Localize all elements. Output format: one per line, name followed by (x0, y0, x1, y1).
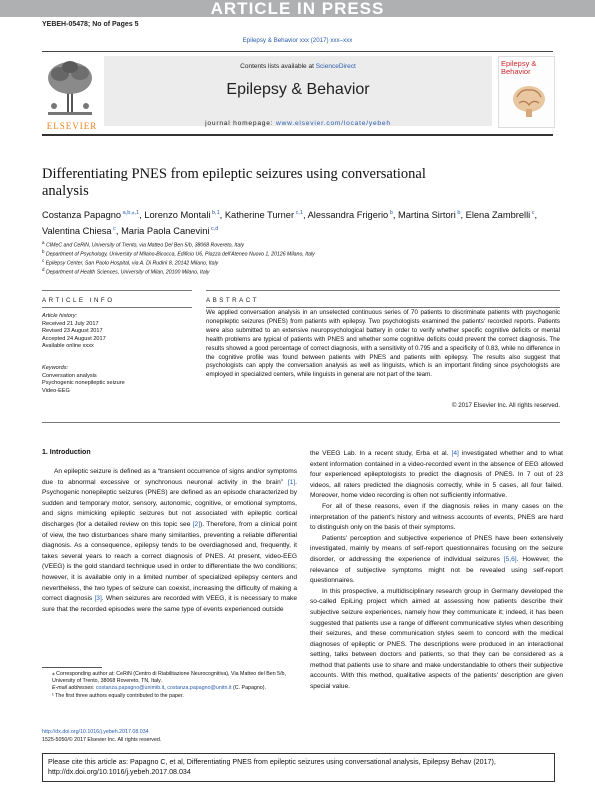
email-label: E-mail addresses: (52, 685, 95, 692)
citation-link[interactable]: [5,6] (503, 555, 517, 563)
history-accepted: Accepted 24 August 2017 (42, 335, 106, 342)
author-affiliation-marker[interactable]: b (455, 210, 461, 216)
author-name[interactable]: Elena Zambrelli (465, 210, 531, 221)
article-in-press-banner: ARTICLE IN PRESS (0, 0, 595, 17)
paragraph-text: ). Therefore, from a clinical point of view, the two disturbances share many similarities, preventing a reliable differential diagnosis. As a consequence, epilepsy tends to be overdiagnosed and, frequently, it takes several years to reach a correct diagnosis of PNES. At present, video-EEG (VEEG) is the gold standard technique used in order to differentiate the two conditions; however, it is available only in a limited number of specialized epilepsy centers and nevertheless, the two types of seizure can coexist, increasing the difficulty of making a correct diagnosis (42, 520, 297, 603)
intro-paragraph-3 (310, 534, 563, 587)
keyword-item: Psychogenic nonepileptic seizure (42, 380, 125, 387)
citation-link[interactable]: [4] (451, 450, 459, 457)
author-name[interactable]: Costanza Papagno (42, 210, 122, 221)
journal-title: Epilepsy & Behavior (226, 81, 370, 98)
citation-link[interactable]: [2] (192, 520, 201, 528)
affiliation-c: $^c$ Epilepsy Center, San Paolo Hospital, via A. Di Rudinì 8, 20142 Milano, Italy (42, 258, 219, 267)
citation-text (48, 757, 548, 777)
author-affiliation-marker[interactable]: c,d (209, 226, 219, 233)
affiliation-a: $^a$ CIMeC and CeRiN, University of Trento, via Matteo Del Ben 5/b, 38068 Rovereto, Italy (42, 240, 244, 249)
abstract-heading: ABSTRACT (206, 297, 260, 304)
author-affiliation-marker[interactable]: c (530, 210, 535, 216)
elsevier-tree-logo (42, 56, 98, 126)
sciencedirect-link[interactable]: ScienceDirect (315, 63, 356, 70)
history-revised: Revised 23 August 2017 (42, 328, 103, 335)
history-label: Article history: (42, 313, 78, 319)
author-name[interactable]: Lorenzo Montali (144, 210, 211, 221)
cover-title: Epilepsy & Behavior (501, 59, 537, 76)
paragraph-text: Patients' perception and subjective experience of PNES have been extensively investigated, mainly by means of self-report questionnaires focusing on the seizure disorder, or addressing the experience of individual seizures (310, 534, 563, 563)
affiliation-d: $^d$ Department of Health Sciences, University of Milan, 20100 Milano, Italy (42, 267, 210, 276)
header-top-rule (42, 51, 553, 52)
brain-illustration-icon (511, 81, 547, 119)
affiliation-b: $^b$ Department of Psychology, University of Milano-Bicocca, Edificio U6, Piazza dell'Ateneo Nuovo 1, 20126 Milano, Italy (42, 249, 315, 258)
intro-right-column (310, 449, 563, 693)
journal-cover-thumbnail (498, 56, 555, 128)
header-bottom-rule (42, 134, 553, 136)
keyword-item: Conversation analysis (42, 372, 97, 379)
corresponding-author-note: ⁎ Corresponding author at: CeRiN (Centro di Riabilitazione Neurocognitiva), Via Matteo del Ben 5/b, University of Trento, 38068 Rovereto, TN, Italy. (52, 671, 286, 685)
history-received: Received 21 July 2017 (42, 320, 99, 327)
author-list: Costanza Papagno $^{a,b,⁎,1}$, Lorenzo Montali $^{b,1}$, Katherine Turner $^{c,1}$, Alessandra Frigerio $^b$, Martina Sirtori $^b$, Elena Zambrelli $^c$, Valentina Chiesa $^c$, Maria Paola Canevini $^{c,d}$ (42, 210, 538, 237)
footnotes (42, 671, 297, 700)
journal-homepage-link[interactable]: www.elsevier.com/locate/yebeh (276, 120, 391, 127)
intro-paragraph-2 (310, 502, 563, 534)
issn-line: 1525-5050/© 2017 Elsevier Inc. All rights reserved. (42, 736, 162, 743)
intro-paragraph-continued (310, 449, 563, 502)
article-history (42, 313, 106, 351)
email-owner: (C. Papagno). (233, 685, 266, 692)
abstract-rule-2 (206, 307, 560, 308)
keyword-item: Video-EEG (42, 387, 70, 394)
intro-left-column (42, 467, 297, 615)
author-name[interactable]: Valentina Chiesa (42, 226, 112, 237)
citation-link[interactable]: [3] (94, 595, 102, 603)
email-link-2[interactable]: costanza.papagno@unitn.it (167, 685, 232, 692)
paragraph-text: . However, the relevance of subjective symptoms might not be revealed using self-report questionnaires. (310, 555, 563, 585)
abstract-copyright: © 2017 Elsevier Inc. All rights reserved. (451, 402, 560, 409)
keywords-label: Keywords: (42, 365, 69, 371)
front-matter-end-rule (42, 422, 560, 423)
paragraph-text: An epileptic seizure is defined as a “transient occurrence of signs and/or symptoms due to abnormal excessive or synchronous neuronal activity in the brain” (42, 468, 297, 486)
author-affiliation-marker[interactable]: c,1 (294, 210, 303, 216)
author-affiliation-marker[interactable]: c (111, 226, 116, 233)
article-info-heading: ARTICLE INFO (42, 297, 115, 304)
author-affiliation-marker[interactable]: b,1 (210, 210, 220, 216)
abstract-rule (206, 290, 560, 291)
author-affiliation-marker[interactable]: b (388, 210, 393, 216)
doi-link[interactable]: http://dx.doi.org/10.1016/j.yebeh.2017.08.034 (42, 729, 149, 735)
citation-doi-link[interactable]: http://dx.doi.org/10.1016/j.yebeh.2017.08.034 (48, 768, 191, 776)
paragraph-text: the VEEG Lab. In a recent study, Erba et al. (310, 450, 452, 457)
author-name[interactable]: Maria Paola Canevini (121, 226, 210, 237)
paragraph-text: In this prospective, a multidisciplinary research group in Germany developed the so-called EpiLing project which aimed at assessing how patients describe their subjective seizure experiences, namely how they communicate it; indeed, it has been suggested that patients use a range of different communicative styles when describing their seizures, and these communication styles seem to concord with the medical diagnoses of epileptic or PNES. The descriptions were produced in an interactional setting, talks between doctors and patients, so that they can be considered as a method that patients use to share and make understandable to others their subjective accounts. With this method, qualitative aspects of the patients' description are given special value. (310, 587, 563, 691)
email-link-1[interactable]: costanza.papagno@unimib.it (95, 685, 165, 692)
contents-prefix: Contents lists available at (240, 63, 314, 70)
homepage-prefix: journal homepage: (205, 120, 274, 127)
article-info-rule (42, 290, 192, 291)
author-name[interactable]: Alessandra Frigerio (307, 210, 389, 221)
keywords (42, 365, 125, 395)
journal-reference[interactable]: Epilepsy & Behavior xxx (2017) xxx–xxx (242, 37, 353, 44)
citation-link[interactable]: [1] (287, 478, 296, 486)
manuscript-id: YEBEH-05478; No of Pages 5 (42, 21, 139, 28)
article-info-rule-2 (42, 307, 192, 308)
contents-line (104, 63, 492, 70)
doi-area (42, 729, 161, 744)
author-affiliation-marker[interactable]: a,b,⁎,1 (121, 210, 140, 216)
equal-contribution-note: ¹ The first three authors equally contributed to the paper. (52, 692, 184, 699)
email-note: E-mail addresses: costanza.papagno@unimib.it, costanza.papagno@unitn.it (C. Papagno). (52, 685, 266, 692)
author-name[interactable]: Martina Sirtori (397, 210, 456, 221)
article-title: Differentiating PNES from epileptic seizures using conversational analysis (42, 166, 426, 199)
abstract-text: We applied conversation analysis in an unselected continuous series of 70 patients to discriminate patients with psychogenic nonepileptic seizures (PNES) from patients with epilepsy. Two psychologists examined the patients' recorded reports. Patients were also submitted to an extensive neuropsychological battery in order to verify whether specific cognitive deficits or mental health problems are typical of patients with PNES and whether some cognitive deficits could prevent the correct diagnosis. The results showed a good percentage of correct diagnosis, with a sensitivity of 0.795 and a specificity of 0.83, while no difference in the cognitive profile was found between patients with PNES and patients with epilepsy. The results also suggest that psychologists can apply the conversation analysis as well as linguists, which is an important finding since psychologists are employed in specialized centers, while linguists in general are not part of the team. (206, 309, 560, 379)
history-online: Available online xxxx (42, 343, 94, 350)
homepage-line (104, 120, 492, 127)
citation-sentence: Please cite this article as: Papagno C, et al, Differentiating PNES from epileptic seizures using conversational analysis, Epilepsy Behav (2017), (48, 758, 496, 766)
paragraph-text: . Psychogenic nonepileptic seizures (PNES) are defined as an episode characterized by sudden and temporary motor, sensory, autonomic, cognitive, or emotional symptoms, and signs mimicking epileptic seizures but not associated with epileptic cortical discharges (for a detailed review on this topic see (42, 478, 297, 528)
introduction-heading: 1. Introduction (42, 449, 91, 456)
paragraph-text: . When seizures are recorded with VEEG, it is necessary to make sure that the recorded episodes were the same type of events experienced outside (42, 595, 297, 613)
intro-paragraph-1 (42, 467, 297, 615)
paragraph-text: For all of these reasons, even if the diagnosis relies in many cases on the interpretation of the patient's history and witness accounts of events, PNES are hard to distinguish only on the basis of their symptoms. (310, 502, 563, 532)
author-name[interactable]: Katherine Turner (224, 210, 295, 221)
publisher-name: ELSEVIER (46, 121, 98, 131)
footnote-rule (42, 667, 102, 668)
paragraph-text: investigated whether and to what extent information contained in a video-recorded event in the absence of EEG allowed four experienced epileptologists to predict the diagnosis of PNES. In 7 out of 23 videos, all raters predicted the diagnosis correctly, while in 5 cases, all four failed. Moreover, home video recording is often not sufficiently informative. (310, 450, 563, 500)
intro-paragraph-4 (310, 587, 563, 693)
